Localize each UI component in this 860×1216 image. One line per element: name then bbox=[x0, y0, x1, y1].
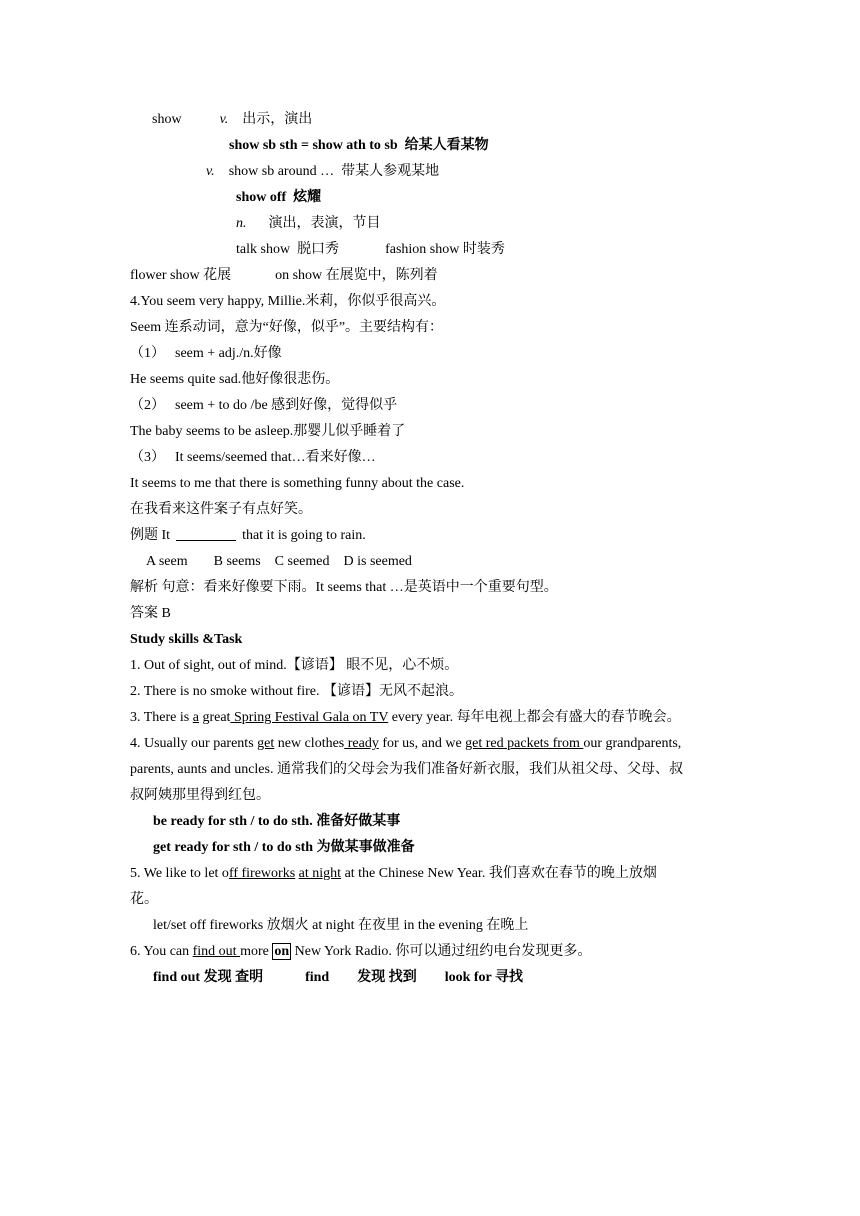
word-show: show bbox=[152, 112, 182, 127]
item-5-line2: 花。 bbox=[130, 892, 158, 907]
show-line bbox=[152, 110, 312, 130]
show-pattern1: show sb sth = show ath to sb 给某人看某物 bbox=[229, 138, 489, 153]
item-4: 4. Usually our parents get new clothes ready for us, and we get red packets from our grandparents, bbox=[130, 736, 682, 751]
fireworks-note: let/set off fireworks 放烟火 at night 在夜里 in the evening 在晚上 bbox=[153, 918, 529, 933]
answer-blank bbox=[176, 526, 236, 541]
item-4-line2: parents, aunts and uncles. 通常我们的父母会为我们准备好新衣服，我们从祖父母、父母、叔 bbox=[130, 762, 683, 777]
item-3: 3. There is a great Spring Festival Gala on TV every year. 每年电视上都会有盛大的春节晚会。 bbox=[130, 710, 681, 725]
item-4-line3: 叔阿姨那里得到红包。 bbox=[130, 788, 270, 803]
section-heading: Study skills &Task bbox=[130, 632, 243, 647]
option-a: A seem bbox=[146, 554, 188, 569]
show-examples: talk show 脱口秀 fashion show 时装秀 bbox=[236, 242, 505, 257]
seem-heading: 4.You seem very happy, Millie.米莉，你似乎很高兴。 bbox=[130, 294, 446, 309]
item-5: 5. We like to let off fireworks at night at the Chinese New Year. 我们喜欢在春节的晚上放烟 bbox=[130, 866, 657, 881]
example-question: 例题 It that it is going to rain. bbox=[130, 528, 366, 543]
structure-1: （1） seem + adj./n.好像 bbox=[130, 346, 282, 361]
boxed-word: on bbox=[274, 944, 290, 959]
structure-3-translation: 在我看来这件案子有点好笑。 bbox=[130, 502, 312, 517]
seem-intro: Seem 连系动词，意为“好像，似乎”。主要结构有： bbox=[130, 320, 444, 335]
structure-3-example: It seems to me that there is something funny about the case. bbox=[130, 476, 465, 491]
meaning-v: 出示，演出 bbox=[242, 112, 313, 127]
item-1: 1. Out of sight, out of mind.【谚语】 眼不见，心不烦。 bbox=[130, 658, 459, 673]
analysis: 解析 句意：看来好像要下雨。It seems that …是英语中一个重要句型。 bbox=[130, 580, 558, 595]
answer: 答案 B bbox=[130, 606, 171, 621]
structure-1-example: He seems quite sad.他好像很悲伤。 bbox=[130, 372, 340, 387]
structure-3: （3） It seems/seemed that…看来好像… bbox=[130, 450, 376, 465]
item-6: 6. You can find out more on New York Radio. 你可以通过纽约电台发现更多。 bbox=[130, 944, 592, 959]
show-noun: n. 演出，表演，节目 bbox=[236, 216, 381, 231]
options bbox=[146, 552, 412, 572]
show-examples2: flower show 花展 on show 在展览中，陈列着 bbox=[130, 268, 438, 283]
structure-2-example: The baby seems to be asleep.那婴儿似乎睡着了 bbox=[130, 424, 406, 439]
item-2: 2. There is no smoke without fire. 【谚语】无风不起浪。 bbox=[130, 684, 463, 699]
pos-v: v. bbox=[219, 112, 229, 127]
structure-2: （2） seem + to do /be 感到好像，觉得似乎 bbox=[130, 398, 398, 413]
option-b: B seems bbox=[213, 554, 261, 569]
show-off: show off 炫耀 bbox=[236, 190, 322, 205]
ready-note-2: get ready for sth / to do sth 为做某事做准备 bbox=[153, 840, 415, 855]
option-d: D is seemed bbox=[343, 554, 412, 569]
find-notes: find out 发现 查明 find 发现 找到 look for 寻找 bbox=[153, 970, 524, 985]
option-c: C seemed bbox=[274, 554, 330, 569]
show-pattern2: v. show sb around … 带某人参观某地 bbox=[206, 164, 440, 179]
ready-note-1: be ready for sth / to do sth. 准备好做某事 bbox=[153, 814, 401, 829]
